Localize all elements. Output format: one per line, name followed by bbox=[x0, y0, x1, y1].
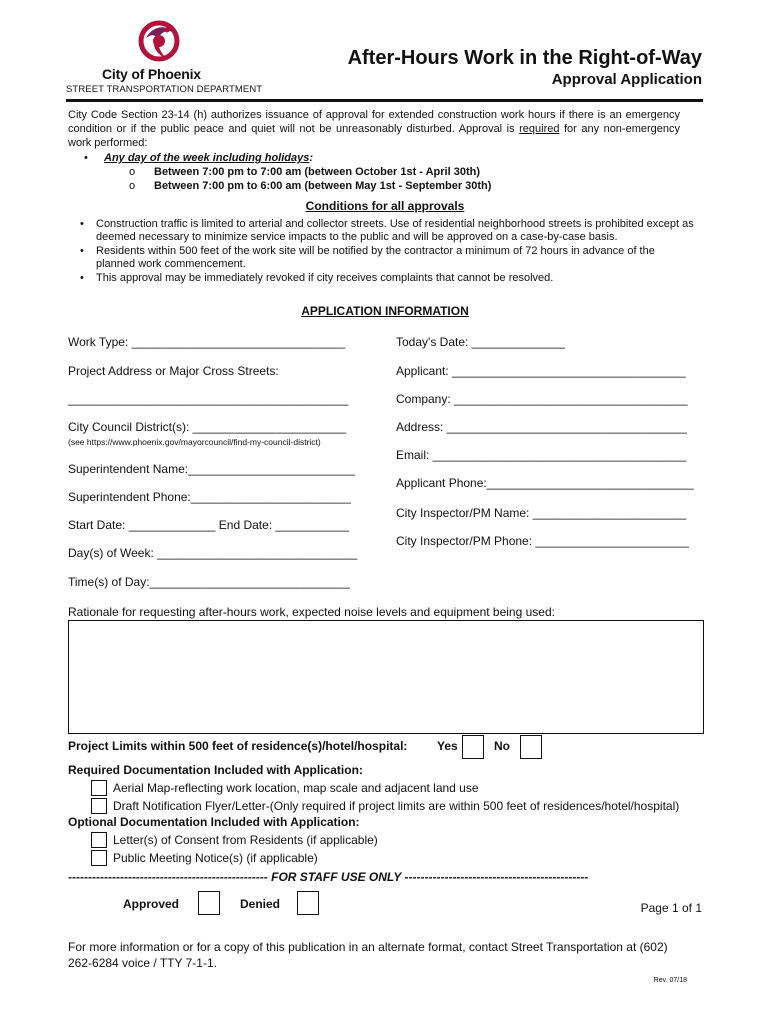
consent-letters-label: Letter(s) of Consent from Residents (if applicable) bbox=[113, 833, 378, 847]
optional-docs-heading: Optional Documentation Included with Application: bbox=[68, 815, 360, 829]
public-meeting-checkbox[interactable] bbox=[91, 850, 107, 866]
dept-name: STREET TRANSPORTATION DEPARTMENT bbox=[66, 84, 263, 95]
applicant-phone-field[interactable]: Applicant Phone:_______________________________ bbox=[396, 476, 694, 490]
inspector-name-field[interactable]: City Inspector/PM Name: _______________________ bbox=[396, 506, 687, 520]
rationale-label: Rationale for requesting after-hours work, expected noise levels and equipment being used: bbox=[68, 605, 555, 619]
denied-label: Denied bbox=[240, 897, 281, 911]
address-field[interactable]: Address: ____________________________________ bbox=[396, 420, 687, 434]
condition-item: Construction traffic is limited to arterial and collector streets. Use of residential neighborhood streets is prohibited except as deemed necessary to minimize service impacts to the public and will be approved on a case-by-case basis. bbox=[96, 218, 694, 243]
header-divider bbox=[66, 99, 703, 102]
page-number: Page 1 of 1 bbox=[640, 901, 702, 915]
superintendent-phone-field[interactable]: Superintendent Phone:________________________ bbox=[68, 490, 351, 504]
company-field[interactable]: Company: ___________________________________ bbox=[396, 392, 688, 406]
city-logo bbox=[66, 18, 263, 96]
notification-flyer-checkbox[interactable] bbox=[91, 798, 107, 814]
limits-no-label: No bbox=[494, 739, 510, 753]
conditions-heading-text: Conditions for all approvals bbox=[305, 199, 465, 213]
council-district-note: (see https://www.phoenix.gov/mayorcouncil/find-my-council-district) bbox=[68, 437, 321, 447]
intro-text-a: City Code Section 23-14 (h) authorizes issuance of approval for extended construction work hours if there is an emergency condition or if the public peace and quiet will not be unreasonably disturbed. Approval is bbox=[68, 109, 680, 135]
page-title: After-Hours Work in the Right-of-Way bbox=[347, 47, 702, 69]
staff-use-label: FOR STAFF USE ONLY bbox=[267, 870, 405, 884]
sub-marker: o bbox=[129, 180, 136, 192]
season-item: Between 7:00 pm to 6:00 am (between May 1st - September 30th) bbox=[154, 180, 492, 192]
work-type-field[interactable]: Work Type: ________________________________ bbox=[68, 335, 346, 349]
times-of-day-field[interactable]: Time(s) of Day:______________________________ bbox=[68, 575, 350, 589]
application-heading bbox=[0, 304, 770, 318]
any-day-bullet: • bbox=[84, 152, 88, 164]
start-end-date-field[interactable]: Start Date: _____________ End Date: ___________ bbox=[68, 518, 349, 532]
consent-letters-checkbox[interactable] bbox=[91, 832, 107, 848]
condition-item: Residents within 500 feet of the work site will be notified by the contractor a minimum of 72 hours in advance of the planned work commencement. bbox=[96, 245, 655, 270]
limits-yes-label: Yes bbox=[437, 739, 458, 753]
todays-date-field[interactable]: Today's Date: ______________ bbox=[396, 335, 566, 349]
conditions-heading bbox=[0, 199, 770, 213]
rationale-textarea[interactable] bbox=[68, 620, 704, 734]
intro-required: required bbox=[519, 123, 560, 135]
sub-marker: o bbox=[129, 166, 136, 178]
page-subtitle: Approval Application bbox=[551, 71, 702, 88]
application-heading-text: APPLICATION INFORMATION bbox=[301, 304, 469, 318]
staff-use-divider bbox=[68, 870, 702, 884]
inspector-phone-field[interactable]: City Inspector/PM Phone: _______________________ bbox=[396, 534, 689, 548]
aerial-map-label: Aerial Map-reflecting work location, map scale and adjacent land use bbox=[113, 781, 479, 795]
condition-bullet: • bbox=[80, 272, 84, 284]
project-address-field[interactable]: __________________________________________ bbox=[68, 392, 349, 406]
staff-dashes-left: -------------------------------------------------- bbox=[68, 870, 268, 884]
condition-bullet: • bbox=[80, 218, 84, 230]
email-field[interactable]: Email: ______________________________________ bbox=[396, 448, 687, 462]
season-item: Between 7:00 pm to 7:00 am (between October 1st - April 30th) bbox=[154, 166, 481, 178]
any-day-colon: : bbox=[309, 152, 314, 164]
project-limits-question: Project Limits within 500 feet of residence(s)/hotel/hospital: bbox=[68, 739, 408, 753]
applicant-field[interactable]: Applicant: ___________________________________ bbox=[396, 364, 686, 378]
intro-text-b: for any non-emergency work performed: bbox=[68, 123, 681, 149]
approved-label: Approved bbox=[123, 897, 180, 911]
days-of-week-field[interactable]: Day(s) of Week: ______________________________ bbox=[68, 546, 358, 560]
revision-label: Rev. 07/18 bbox=[653, 977, 687, 984]
notification-flyer-label: Draft Notification Flyer/Letter-(Only required if project limits are within 500 feet of residences/hotel/hospital) bbox=[113, 799, 680, 813]
any-day-text: Any day of the week including holidays bbox=[104, 152, 310, 164]
council-district-field[interactable]: City Council District(s): _______________________ bbox=[68, 420, 347, 434]
denied-checkbox[interactable] bbox=[297, 891, 319, 915]
intro-paragraph bbox=[68, 108, 680, 150]
any-day-line bbox=[104, 152, 313, 165]
public-meeting-label: Public Meeting Notice(s) (if applicable) bbox=[113, 851, 318, 865]
condition-item: This approval may be immediately revoked if city receives complaints that cannot be resolved. bbox=[96, 272, 554, 284]
org-name: City of Phoenix bbox=[102, 66, 201, 82]
approved-checkbox[interactable] bbox=[198, 891, 220, 915]
limits-no-checkbox[interactable] bbox=[520, 735, 542, 759]
superintendent-name-field[interactable]: Superintendent Name:_________________________ bbox=[68, 462, 355, 476]
phoenix-bird-icon bbox=[136, 18, 182, 64]
condition-bullet: • bbox=[80, 245, 84, 257]
project-address-label: Project Address or Major Cross Streets: bbox=[68, 364, 279, 378]
staff-dashes-right: ---------------------------------------------- bbox=[404, 870, 589, 884]
aerial-map-checkbox[interactable] bbox=[91, 780, 107, 796]
footer-contact: For more information or for a copy of this publication in an alternate format, contact Street Transportation at (602) 262-6284 voice / TTY 7-1-1. bbox=[68, 940, 668, 970]
limits-yes-checkbox[interactable] bbox=[462, 735, 484, 759]
required-docs-heading: Required Documentation Included with Application: bbox=[68, 763, 363, 777]
